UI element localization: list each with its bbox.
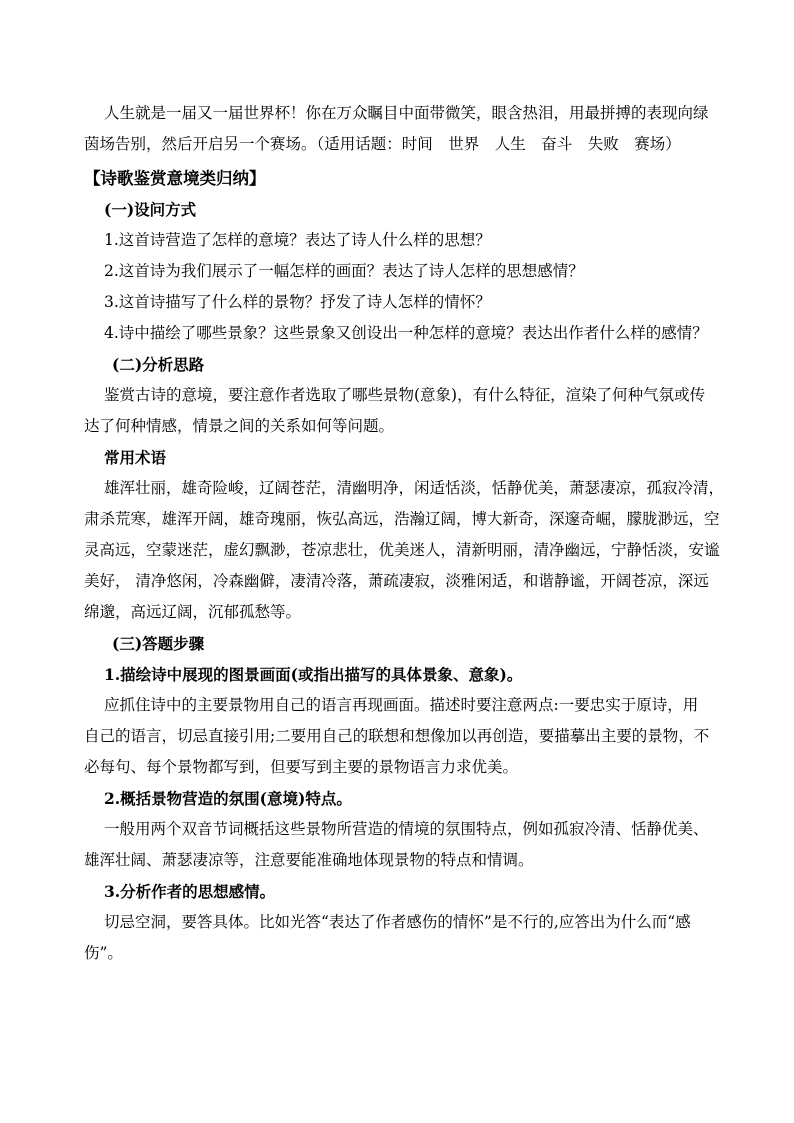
step-2-line-2: 雄浑壮阔、萧瑟凄凉等，注意要能准确地体现景物的特点和情调。 <box>84 851 534 869</box>
analysis-line-2: 达了何种情感，情景之间的关系如何等问题。 <box>84 417 395 435</box>
step-1-line-3: 必每句、每个景物都写到，但要写到主要的景物语言力求优美。 <box>84 758 519 776</box>
analysis-line-1: 鉴赏古诗的意境，要注意作者选取了哪些景物(意象)，有什么特征，渲染了何种气氛或传 <box>104 386 706 404</box>
question-item-1: 1.这首诗营造了怎样的意境？表达了诗人什么样的思想？ <box>104 231 491 249</box>
question-item-3: 3.这首诗描写了什么样的景物？抒发了诗人怎样的情怀？ <box>104 293 491 311</box>
step-3-title: 3.分析作者的思想感情。 <box>104 882 276 901</box>
step-3-line-2: 伤”。 <box>84 944 123 962</box>
question-item-4: 4.诗中描绘了哪些景象？这些景象又创设出一种怎样的意境？表达出作者什么样的感情？ <box>104 324 708 342</box>
section-2-title: (二)分析思路 <box>112 355 205 374</box>
question-item-2: 2.这首诗为我们展示了一幅怎样的画面？表达了诗人怎样的思想感情？ <box>104 262 584 280</box>
document-body <box>84 98 732 969</box>
step-3-line-1: 切忌空洞，要答具体。比如光答“表达了作者感伤的情怀”是不行的,应答出为什么而“感 <box>104 913 691 931</box>
step-1-line-2: 自己的语言，切忌直接引用;二要用自己的联想和想像加以再创造，要描摹出主要的景物，不 <box>84 727 710 745</box>
step-2-line-1: 一般用两个双音节词概括这些景物所营造的情境的氛围特点，例如孤寂冷清、恬静优美、 <box>104 820 709 838</box>
section-1-title: (一)设问方式 <box>104 200 197 219</box>
intro-line-2: 茵场告别，然后开启另一个赛场。（适用话题：时间 世界 人生 奋斗 失败 赛场） <box>84 135 681 153</box>
terms-line-3: 灵高远，空蒙迷茫，虚幻飘渺，苍凉悲壮，优美迷人，清新明丽，清净幽远，宁静恬淡，安谧 <box>84 541 720 559</box>
section-3-title: (三)答题步骤 <box>112 634 205 653</box>
main-heading: 【诗歌鉴赏意境类归纳】 <box>84 169 266 188</box>
terms-line-1: 雄浑壮丽，雄奇险峻，辽阔苍茫，清幽明净，闲适恬淡，恬静优美，萧瑟凄凉，孤寂冷清， <box>104 479 725 497</box>
terms-line-2: 肃杀荒寒，雄浑开阔，雄奇瑰丽，恢弘高远，浩瀚辽阔，博大新奇，深邃奇崛，朦胧渺远，空 <box>84 510 720 528</box>
step-2-title: 2.概括景物营造的氛围(意境)特点。 <box>104 789 352 808</box>
step-1-title: 1.描绘诗中展现的图景画面(或指出描写的具体景象、意象)。 <box>104 665 523 684</box>
terms-title: 常用术语 <box>104 448 167 467</box>
intro-line-1: 人生就是一届又一届世界杯！你在万众瞩目中面带微笑，眼含热泪，用最拼搏的表现向绿 <box>104 104 709 122</box>
terms-line-4: 美好， 清净悠闲，冷森幽僻，凄清冷落，萧疏凄寂，淡雅闲适，和谐静谧，开阔苍凉，深远 <box>84 572 709 590</box>
terms-line-5: 绵邈，高远辽阔，沉郁孤愁等。 <box>84 603 302 621</box>
step-1-line-1: 应抓住诗中的主要景物用自己的语言再现画面。描述时要注意两点:一要忠实于原诗，用 <box>104 696 699 714</box>
